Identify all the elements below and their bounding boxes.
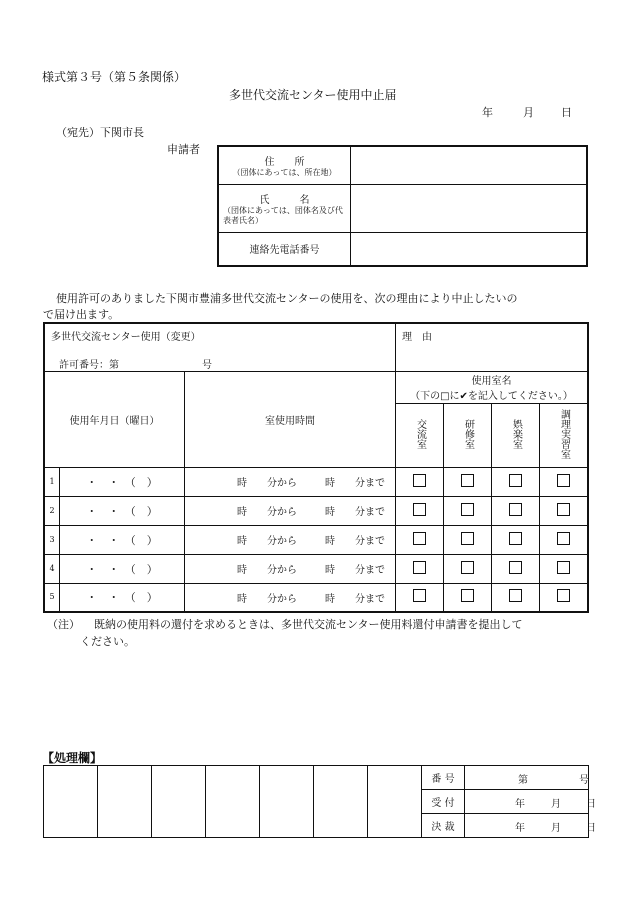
checkbox-room[interactable] [413, 532, 426, 545]
checkbox-room[interactable] [557, 532, 570, 545]
applicant-label: 申請者 [167, 143, 200, 156]
number-field[interactable] [465, 766, 589, 790]
checkbox-room[interactable] [557, 589, 570, 602]
date-col-header: 使用年月日（曜日） [44, 371, 185, 467]
time-hour: 時 [237, 507, 247, 518]
time-col-header: 室使用時間 [185, 371, 396, 467]
address-label: 住 所 [264, 156, 305, 168]
stamp-cell[interactable] [98, 766, 152, 838]
row-time[interactable] [185, 583, 396, 612]
number-label: 番 号 [422, 766, 465, 790]
time-hour: 時 [237, 478, 247, 489]
decided-month: 月 [551, 823, 561, 834]
stamp-cell[interactable] [314, 766, 368, 838]
table-row [44, 583, 588, 612]
form-number: 様式第３号（第５条関係） [42, 70, 187, 84]
checkbox-room[interactable] [461, 589, 474, 602]
usage-header: 多世代交流センター使用（変更） [51, 332, 201, 343]
row-date[interactable]: ・ ・ （ ） [60, 467, 185, 496]
row-number: 1 [44, 467, 60, 496]
checkbox-room[interactable] [461, 474, 474, 487]
received-year: 年 [515, 799, 525, 810]
room-col-header [396, 371, 589, 403]
received-date[interactable] [465, 790, 596, 814]
number-prefix: 第 [518, 775, 528, 786]
checkbox-room[interactable] [509, 589, 522, 602]
row-number: 4 [44, 554, 60, 583]
checkbox-room[interactable] [461, 561, 474, 574]
checkbox-room[interactable] [413, 561, 426, 574]
room-name-3: 調理実習室 [558, 408, 570, 459]
address-note: （団体にあっては、所在地） [232, 167, 337, 177]
number-suffix: 号 [579, 775, 589, 786]
table-row [44, 467, 588, 496]
processing-table [43, 765, 596, 838]
time-hour-2: 時 [325, 536, 335, 547]
row-time[interactable] [185, 496, 396, 525]
room-header-1 [444, 403, 492, 467]
date-year: 年 [482, 106, 493, 119]
room-header-0 [396, 403, 444, 467]
note-text-1: 既納の使用料の還付を求めるときは、多世代交流センター使用料還付申請書を提出して [94, 618, 523, 631]
row-time[interactable] [185, 467, 396, 496]
time-from: 分から [267, 536, 297, 547]
checkbox-room[interactable] [413, 474, 426, 487]
time-hour: 時 [237, 565, 247, 576]
name-field[interactable] [351, 184, 588, 232]
reason-label: 理 由 [402, 332, 432, 343]
checkbox-room[interactable] [509, 474, 522, 487]
checkbox-room[interactable] [509, 561, 522, 574]
time-hour: 時 [237, 536, 247, 547]
checkbox-room[interactable] [461, 532, 474, 545]
intro-text-2: で届け出ます。 [43, 308, 120, 321]
room-header-3 [540, 403, 589, 467]
time-to: 分まで [355, 593, 385, 605]
reason-cell[interactable] [396, 323, 589, 371]
decided-year: 年 [515, 823, 525, 834]
row-time[interactable] [185, 525, 396, 554]
name-note: （団体にあっては、団体名及び代表者氏名） [223, 205, 343, 225]
time-hour-2: 時 [325, 565, 335, 576]
checkbox-room[interactable] [509, 503, 522, 516]
usage-table [43, 322, 589, 613]
stamp-cell[interactable] [44, 766, 98, 838]
time-from: 分から [267, 593, 297, 605]
row-number: 5 [44, 583, 60, 612]
received-label: 受 付 [422, 790, 465, 814]
decided-label: 決 裁 [422, 814, 465, 838]
time-to: 分まで [355, 536, 385, 547]
name-label: 氏 名 [259, 194, 310, 206]
row-date[interactable]: ・ ・ （ ） [60, 554, 185, 583]
phone-label: 連絡先電話番号 [218, 232, 351, 266]
stamp-cell[interactable] [206, 766, 260, 838]
phone-field[interactable] [351, 232, 588, 266]
checkbox-room[interactable] [557, 561, 570, 574]
time-hour-2: 時 [325, 478, 335, 489]
room-col-note: （下の□に✔を記入してください。） [410, 391, 573, 402]
name-label-cell [218, 184, 351, 232]
time-to: 分まで [355, 565, 385, 576]
time-hour: 時 [237, 593, 247, 605]
room-name-2: 娯楽室 [510, 418, 522, 449]
checkbox-room[interactable] [557, 503, 570, 516]
addressee: （宛先）下関市長 [56, 126, 144, 139]
decided-day: 日 [586, 823, 596, 834]
time-to: 分まで [355, 507, 385, 518]
intro-text-1: 使用許可のありました下関市豊浦多世代交流センターの使用を、次の理由により中止したいの [56, 292, 518, 305]
date-month: 月 [523, 106, 534, 119]
table-row [44, 554, 588, 583]
room-name-0: 交流室 [414, 418, 426, 449]
time-hour-2: 時 [325, 593, 335, 605]
applicant-table [217, 145, 588, 267]
permit-label: 許可番号：第 [59, 360, 119, 371]
checkbox-room[interactable] [413, 503, 426, 516]
received-day: 日 [586, 799, 596, 810]
address-field[interactable] [351, 146, 588, 184]
row-number: 3 [44, 525, 60, 554]
decided-date[interactable] [465, 814, 596, 838]
note-text-2: ください。 [80, 635, 135, 648]
room-header-2 [492, 403, 540, 467]
stamp-cell[interactable] [260, 766, 314, 838]
room-col-label: 使用室名 [471, 376, 512, 387]
checkbox-room[interactable] [509, 532, 522, 545]
room-name-1: 研修室 [462, 418, 474, 449]
date-day: 日 [561, 106, 572, 119]
permit-suffix: 号 [202, 360, 212, 371]
row-date[interactable]: ・ ・ （ ） [60, 496, 185, 525]
time-from: 分から [267, 507, 297, 518]
table-row [44, 525, 588, 554]
processing-label: 【処理欄】 [42, 751, 103, 765]
row-date[interactable]: ・ ・ （ ） [60, 525, 185, 554]
time-from: 分から [267, 565, 297, 576]
checkbox-room[interactable] [557, 474, 570, 487]
received-month: 月 [551, 799, 561, 810]
stamp-cell[interactable] [152, 766, 206, 838]
form-title: 多世代交流センター使用中止届 [229, 88, 397, 102]
time-from: 分から [267, 478, 297, 489]
checkbox-room[interactable] [413, 589, 426, 602]
row-number: 2 [44, 496, 60, 525]
note-label: （注） [47, 618, 80, 631]
row-date[interactable]: ・ ・ （ ） [60, 583, 185, 612]
stamp-cell[interactable] [368, 766, 422, 838]
permit-cell [44, 323, 396, 371]
time-to: 分まで [355, 478, 385, 489]
address-label-cell [218, 146, 351, 184]
checkbox-room[interactable] [461, 503, 474, 516]
row-time[interactable] [185, 554, 396, 583]
table-row [44, 496, 588, 525]
time-hour-2: 時 [325, 507, 335, 518]
